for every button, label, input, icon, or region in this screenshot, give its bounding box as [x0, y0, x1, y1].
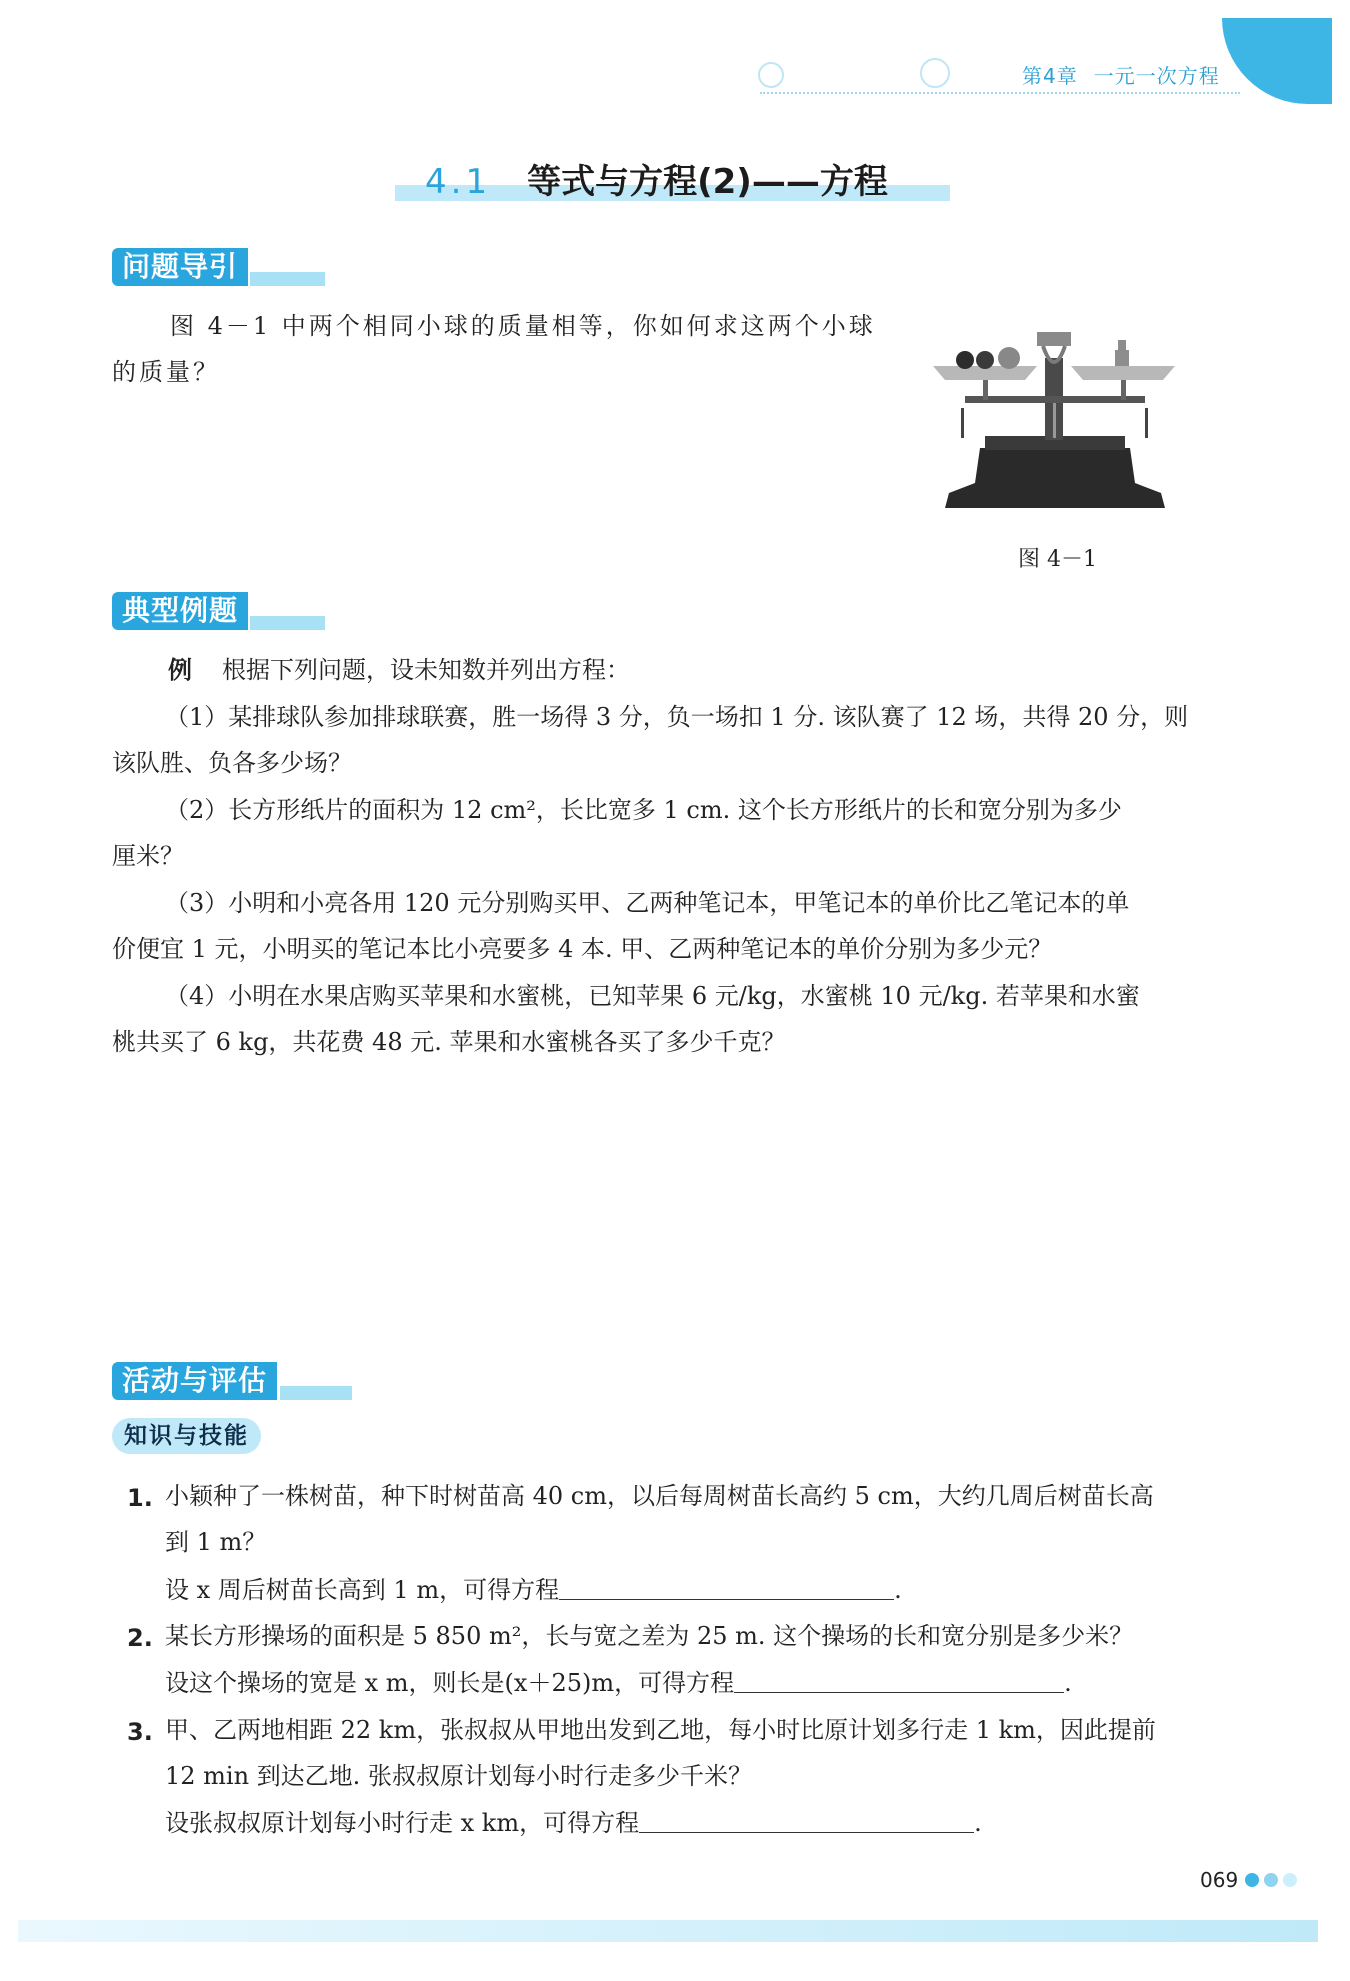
- example-1-line-1: （1）某排球队参加排球联赛，胜一场得 3 分，负一场扣 1 分. 该队赛了 12 场，共得 20 分，则: [165, 703, 1189, 731]
- example-4-line-2: 桃共买了 6 kg，共花费 48 元. 苹果和水蜜桃各买了多少千克？: [112, 1028, 786, 1056]
- chapter-number: 第4章: [1022, 64, 1078, 88]
- question-1-answer-blank[interactable]: [559, 1577, 894, 1600]
- example-lead: 例: [168, 656, 192, 684]
- example-4-line-1: （4）小明在水果店购买苹果和水蜜桃，已知苹果 6 元/kg，水蜜桃 10 元/kg. 若苹果和水蜜: [165, 982, 1140, 1010]
- question-1-setup: [165, 1577, 902, 1602]
- question-3-line-1: 甲、乙两地相距 22 km，张叔叔从甲地出发到乙地，每小时比原计划多行走 1 km，因此提前: [165, 1716, 1156, 1744]
- balance-scale-illustration: [925, 318, 1185, 513]
- page-dot: [1283, 1873, 1297, 1887]
- example-1-line-2: 该队胜、负各多少场？: [112, 749, 352, 777]
- section-tag-activity: 活动与评估: [112, 1362, 277, 1400]
- question-3-line-2: 12 min 到达乙地. 张叔叔原计划每小时行走多少千米？: [165, 1762, 752, 1790]
- running-header: [1022, 60, 1220, 89]
- lesson-title: [425, 154, 888, 203]
- question-1-end: .: [894, 1576, 902, 1604]
- question-2-setup-text: 设这个操场的宽是 x m，则长是(x＋25)m，可得方程: [165, 1669, 735, 1697]
- question-2-answer-blank[interactable]: [734, 1670, 1064, 1693]
- section-tag-tail: [250, 272, 325, 286]
- chapter-title: 一元一次方程: [1093, 64, 1220, 88]
- subsection-knowledge-skills: 知识与技能: [112, 1418, 261, 1454]
- example-3-line-2: 价便宜 1 元，小明买的笔记本比小亮要多 4 本. 甲、乙两种笔记本的单价分别为多少元？: [112, 935, 1053, 963]
- question-3-setup: [165, 1810, 982, 1835]
- page-dot: [1264, 1873, 1278, 1887]
- figure-caption: 图 4－1: [1018, 547, 1097, 572]
- intro-line-1: 图 4－1 中两个相同小球的质量相等，你如何求这两个小球: [170, 312, 876, 340]
- header-decoration: [920, 58, 950, 88]
- question-3-end: .: [974, 1809, 982, 1837]
- question-3-setup-text: 设张叔叔原计划每小时行走 x km，可得方程: [165, 1809, 640, 1837]
- lesson-title-text: 等式与方程(2)——方程: [527, 162, 888, 202]
- question-2-line-1: 某长方形操场的面积是 5 850 m²，长与宽之差为 25 m. 这个操场的长和宽分别是多少米？: [165, 1622, 1134, 1650]
- question-1-line-1: 小颖种了一株树苗，种下时树苗高 40 cm，以后每周树苗长高约 5 cm，大约几周后树苗长高: [165, 1482, 1154, 1510]
- question-2-end: .: [1064, 1669, 1072, 1697]
- question-2-number: 2.: [127, 1624, 153, 1652]
- question-2-setup: [165, 1670, 1072, 1695]
- question-1-line-2: 到 1 m？: [165, 1528, 267, 1556]
- section-tag-intro: 问题导引: [112, 248, 248, 286]
- footer-band: [18, 1920, 1318, 1942]
- page-number: 069: [1200, 1868, 1239, 1892]
- lesson-number: 4.1: [425, 162, 492, 202]
- section-tag-tail: [280, 1386, 352, 1400]
- question-3-number: 3.: [127, 1718, 153, 1746]
- page-dot: [1245, 1873, 1259, 1887]
- example-3-line-1: （3）小明和小亮各用 120 元分别购买甲、乙两种笔记本，甲笔记本的单价比乙笔记本的单: [165, 889, 1130, 917]
- intro-line-2: 的质量？: [112, 358, 220, 386]
- header-decoration: [758, 62, 784, 88]
- section-tag-examples: 典型例题: [112, 592, 248, 630]
- example-2-line-2: 厘米？: [112, 842, 184, 870]
- example-prompt: 根据下列问题，设未知数并列出方程：: [222, 656, 630, 684]
- question-1-setup-text: 设 x 周后树苗长高到 1 m，可得方程: [165, 1576, 560, 1604]
- section-tag-tail: [250, 616, 325, 630]
- example-2-line-1: （2）长方形纸片的面积为 12 cm²，长比宽多 1 cm. 这个长方形纸片的长和宽分别为多少: [165, 796, 1122, 824]
- question-1-number: 1.: [127, 1484, 153, 1512]
- question-3-answer-blank[interactable]: [639, 1810, 974, 1833]
